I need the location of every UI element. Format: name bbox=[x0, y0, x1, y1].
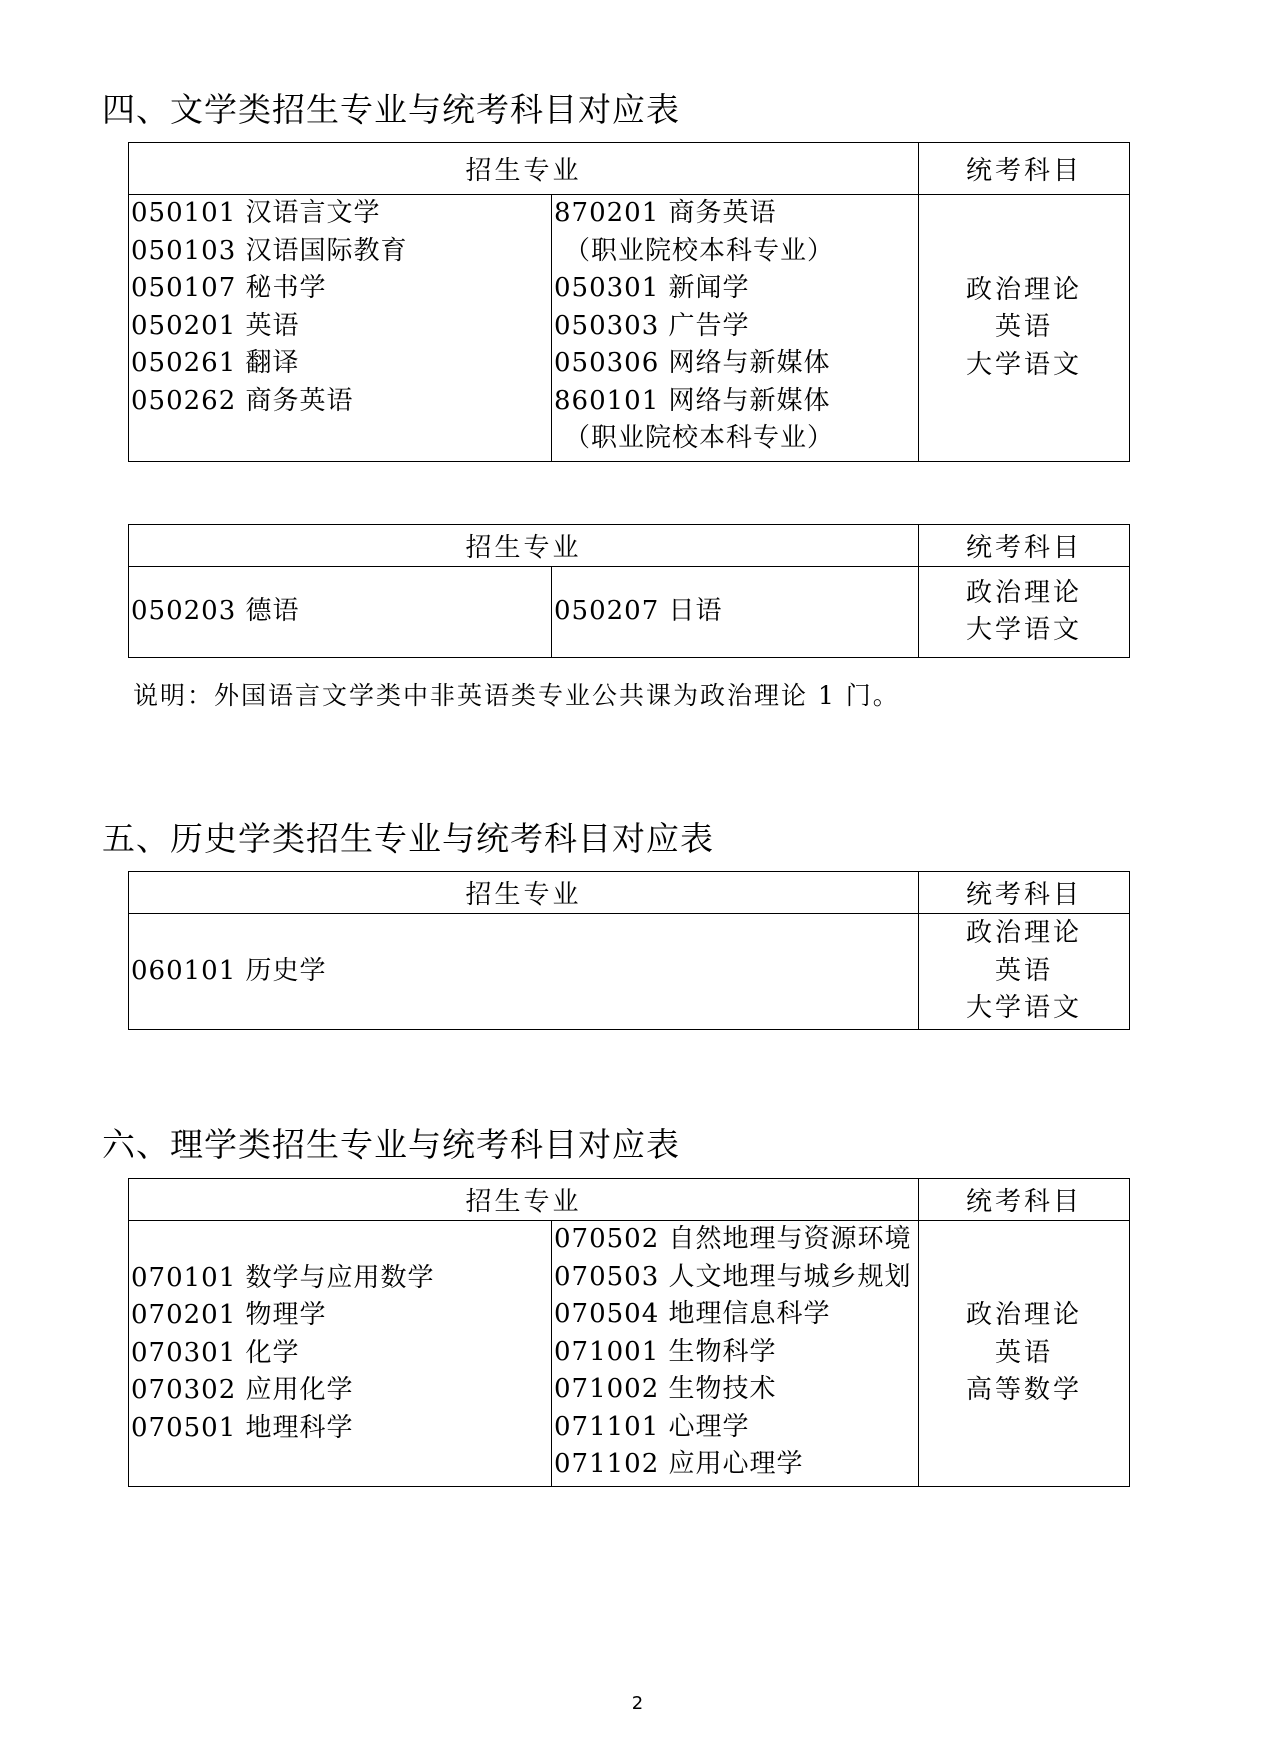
list-item: 050262 商务英语 bbox=[131, 385, 354, 416]
list-item: 050261 翻译 bbox=[131, 348, 300, 378]
subject-item: 政治理论 bbox=[966, 274, 1083, 305]
list-item: 050301 新闻学 bbox=[554, 273, 750, 303]
major-list-left bbox=[129, 1221, 552, 1487]
major-item: 060101 历史学 bbox=[129, 914, 919, 1030]
subject-item: 大学语文 bbox=[966, 615, 1083, 645]
major-right: 050207 日语 bbox=[552, 567, 919, 658]
subject-item: 政治理论 bbox=[966, 577, 1083, 608]
subject-item: 高等数学 bbox=[966, 1375, 1083, 1406]
major-left: 050203 德语 bbox=[129, 567, 552, 658]
list-item: 070301 化学 bbox=[131, 1337, 300, 1368]
list-item: 070503 人文地理与城乡规划 bbox=[554, 1261, 912, 1292]
list-item: 071002 生物技术 bbox=[554, 1374, 777, 1404]
list-item: 870201 商务英语 bbox=[554, 198, 777, 228]
list-item: 070302 应用化学 bbox=[131, 1375, 354, 1406]
list-item: 070201 物理学 bbox=[131, 1300, 327, 1331]
list-item: 050103 汉语国际教育 bbox=[131, 235, 408, 266]
section4-title: 四、文学类招生专业与统考科目对应表 bbox=[102, 90, 680, 129]
list-item-note: （职业院校本科专业） bbox=[564, 235, 835, 266]
header-subject: 统考科目 bbox=[919, 872, 1130, 914]
header-subject: 统考科目 bbox=[919, 143, 1130, 195]
header-major: 招生专业 bbox=[129, 872, 919, 914]
list-item: 050303 广告学 bbox=[554, 310, 750, 341]
list-item: 050107 秘书学 bbox=[131, 273, 327, 303]
remark-note: 说明：外国语言文学类中非英语类专业公共课为政治理论 1 门。 bbox=[133, 681, 900, 710]
exam-subjects bbox=[919, 1221, 1130, 1487]
exam-subjects bbox=[919, 914, 1130, 1030]
list-item: 071001 生物科学 bbox=[554, 1336, 777, 1367]
subject-item: 英语 bbox=[995, 312, 1054, 343]
section6-table bbox=[128, 1178, 1130, 1487]
exam-subjects bbox=[919, 567, 1130, 658]
subject-item: 大学语文 bbox=[965, 993, 1082, 1024]
list-item: 070502 自然地理与资源环境 bbox=[554, 1224, 912, 1254]
subject-item: 英语 bbox=[994, 955, 1053, 986]
subject-item: 英语 bbox=[995, 1337, 1054, 1368]
header-subject: 统考科目 bbox=[919, 525, 1130, 567]
major-list-right bbox=[552, 1221, 919, 1487]
list-item: 070501 地理科学 bbox=[131, 1412, 354, 1443]
section5-table bbox=[128, 871, 1130, 1030]
list-item: 050201 英语 bbox=[131, 310, 300, 341]
subject-item: 政治理论 bbox=[966, 1300, 1083, 1331]
section4-table1 bbox=[128, 142, 1130, 462]
list-item: 071101 心理学 bbox=[554, 1411, 750, 1442]
list-item: 050306 网络与新媒体 bbox=[554, 348, 831, 378]
header-major: 招生专业 bbox=[129, 1179, 919, 1221]
exam-subjects bbox=[919, 195, 1130, 462]
list-item: 070504 地理信息科学 bbox=[554, 1299, 831, 1329]
header-subject: 统考科目 bbox=[919, 1179, 1130, 1221]
list-item: 860101 网络与新媒体 bbox=[554, 385, 831, 416]
major-list-left bbox=[129, 195, 552, 462]
section5-title: 五、历史学类招生专业与统考科目对应表 bbox=[102, 819, 714, 858]
page-number: 2 bbox=[631, 1693, 644, 1714]
list-item-note: （职业院校本科专业） bbox=[564, 423, 835, 453]
header-major: 招生专业 bbox=[129, 143, 919, 195]
header-major: 招生专业 bbox=[129, 525, 919, 567]
list-item: 071102 应用心理学 bbox=[554, 1449, 804, 1479]
section4-table2 bbox=[128, 524, 1130, 658]
major-list-right bbox=[552, 195, 919, 462]
list-item: 070101 数学与应用数学 bbox=[131, 1262, 435, 1293]
subject-item: 大学语文 bbox=[966, 349, 1083, 380]
section6-title: 六、理学类招生专业与统考科目对应表 bbox=[102, 1125, 680, 1164]
list-item: 050101 汉语言文学 bbox=[131, 198, 381, 228]
subject-item: 政治理论 bbox=[965, 918, 1082, 949]
